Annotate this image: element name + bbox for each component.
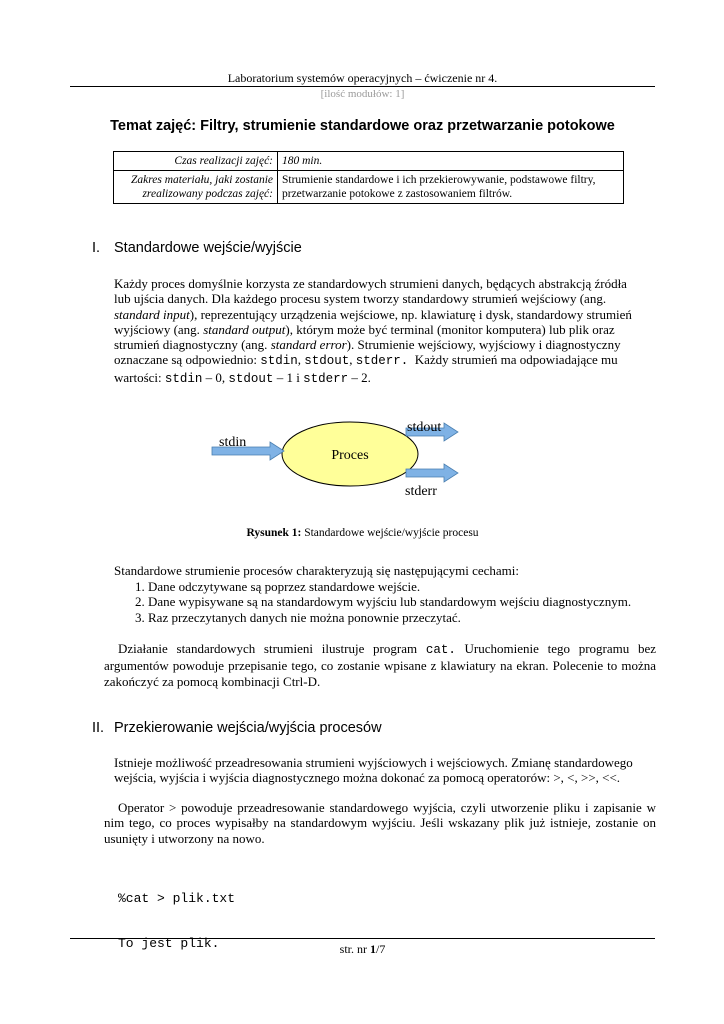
text-span: Uruchomienie tego programu bez argumentów powoduje przepisanie tego, co zostanie wpisane z klawiatury na ekran. Polecenie to można zakończyć za pomocą kombinacji Ctrl-D. [104, 641, 656, 689]
caption-label: Rysunek 1: [246, 527, 302, 539]
text-span: wartości: [114, 369, 165, 385]
list-item: 2. Dane wypisywane są na standardowym wyjściu lub standardowym wejściu diagnostycznym. [148, 594, 693, 609]
term-standard-output: standard output [203, 321, 286, 337]
page-prefix: str. nr [339, 942, 370, 956]
text-line [114, 307, 659, 322]
text-line [114, 322, 659, 337]
code-stdout: stdout [228, 371, 274, 386]
text-span: Działanie standardowych strumieni ilustruje program [118, 641, 426, 656]
scope-value [278, 171, 624, 204]
text-span: , [349, 352, 356, 368]
section-2-paragraph-2: Operator > powoduje przeadresowanie standardowego wyjścia, czyli utworzenie pliku i zapisanie w nim tego, co proces wypisałby na standardowym wyjściu. Jeśli wskazany plik już istnieje, zostanie on usunięty i utworzony na nowo. [104, 800, 656, 846]
text-line [114, 370, 659, 387]
text-span: oznaczane są odpowiednio: [114, 352, 261, 368]
text-line [114, 352, 659, 369]
duration-value: 180 min. [278, 152, 624, 171]
section-1-heading [92, 240, 592, 260]
text-span: wyjściowy (ang. [114, 321, 204, 337]
section-2-title: Przekierowanie wejścia/wyjścia procesów [114, 720, 382, 736]
header-title: Laboratorium systemów operacyjnych – ćwiczenie nr 4. [227, 71, 498, 85]
duration-label: Czas realizacji zajęć: [114, 152, 278, 171]
text-line [114, 337, 659, 352]
text-line: Każdy proces domyślnie korzysta ze standardowych strumieni danych, będących abstrakcją źródła [114, 276, 627, 291]
stdin-label: stdin [219, 435, 247, 450]
section-1-paragraph-1 [114, 276, 659, 387]
text-span: – 1 i [273, 369, 304, 385]
stdout-label: stdout [407, 420, 442, 435]
page-number [70, 942, 655, 957]
text-span: , [297, 352, 305, 368]
code-stdin: stdin [260, 354, 298, 369]
code-line: To jest plik. [118, 936, 220, 951]
scope-label-line1: Zakres materiału, jaki zostanie [130, 174, 273, 186]
section-2-paragraph-1 [114, 755, 659, 786]
info-table [113, 151, 624, 204]
caption-text: Standardowe wejście/wyjście procesu [301, 527, 479, 539]
header-divider [70, 86, 655, 87]
scope-label [114, 171, 278, 204]
features-intro: Standardowe strumienie procesów charakteryzują się następującymi cechami: [114, 563, 520, 578]
term-standard-error: standard error [270, 337, 347, 353]
text-span: strumień diagnostyczny (ang. [114, 337, 271, 353]
process-diagram [200, 412, 470, 512]
code-cat: cat. [425, 643, 456, 657]
text-span: ), którym może być terminal (monitor komputera) lub plik oraz [285, 321, 615, 337]
page-title: Temat zajęć: Filtry, strumienie standardowe oraz przetwarzanie potokowe [110, 118, 615, 134]
text-span: ), reprezentujący urządzenia wejściowe, np. klawiaturę i dysk, standardowy strumień [189, 306, 632, 322]
scope-label-line2: zrealizowany podczas zajęć: [142, 188, 273, 200]
section-2-number: II. [92, 720, 105, 736]
section-1-paragraph-2 [104, 641, 656, 689]
footer-divider [70, 938, 655, 939]
figure-caption [70, 527, 655, 539]
list-item: 3. Raz przeczytanych danych nie można ponownie przeczytać. [148, 610, 693, 625]
code-line: %cat > plik.txt [118, 891, 236, 906]
code-stdout: stdout [304, 354, 350, 369]
process-label: Proces [331, 448, 369, 463]
section-1-number: I. [92, 240, 101, 256]
section-2-heading [92, 720, 592, 740]
scope-value-line2: przetwarzanie potokowe z zastosowaniem filtrów. [282, 188, 513, 200]
code-stdin: stdin [164, 371, 203, 386]
text-line: lub ujścia danych. Dla każdego procesu system tworzy standardowy strumień wejściowy (ang. [114, 291, 607, 307]
features-list [114, 579, 693, 625]
stderr-label: stderr [405, 484, 437, 499]
code-stderr: stderr. [355, 354, 409, 369]
table-row [114, 152, 624, 171]
table-row [114, 171, 624, 204]
page-current: 1 [370, 942, 376, 956]
text-span: – 0, [202, 369, 229, 385]
header-modules: [ilość modułów: 1] [320, 88, 405, 100]
term-standard-input: standard input [114, 306, 190, 322]
stderr-arrow [406, 464, 458, 482]
list-item: 1. Dane odczytywane są poprzez standardowe wejście. [148, 579, 693, 594]
code-stderr: stderr [303, 371, 349, 386]
text-line: wejścia, wyjścia i wyjścia diagnostycznego można dokonać za pomocą operatorów: >, <, >>, <<. [114, 770, 621, 786]
scope-value-line1: Strumienie standardowe i ich przekierowywanie, podstawowe filtry, [282, 174, 596, 186]
text-span: ). Strumienie wejściowy, wyjściowy i diagnostyczny [346, 337, 621, 353]
text-line: Istnieje możliwość przeadresowania strumieni wyjściowych i wejściowych. Zmianę standardowego [114, 755, 633, 770]
section-1-title: Standardowe wejście/wyjście [114, 240, 302, 256]
page-total: /7 [376, 942, 386, 956]
text-span: – 2. [348, 369, 371, 385]
text-span: Każdy strumień ma odpowiadające mu [408, 352, 618, 368]
